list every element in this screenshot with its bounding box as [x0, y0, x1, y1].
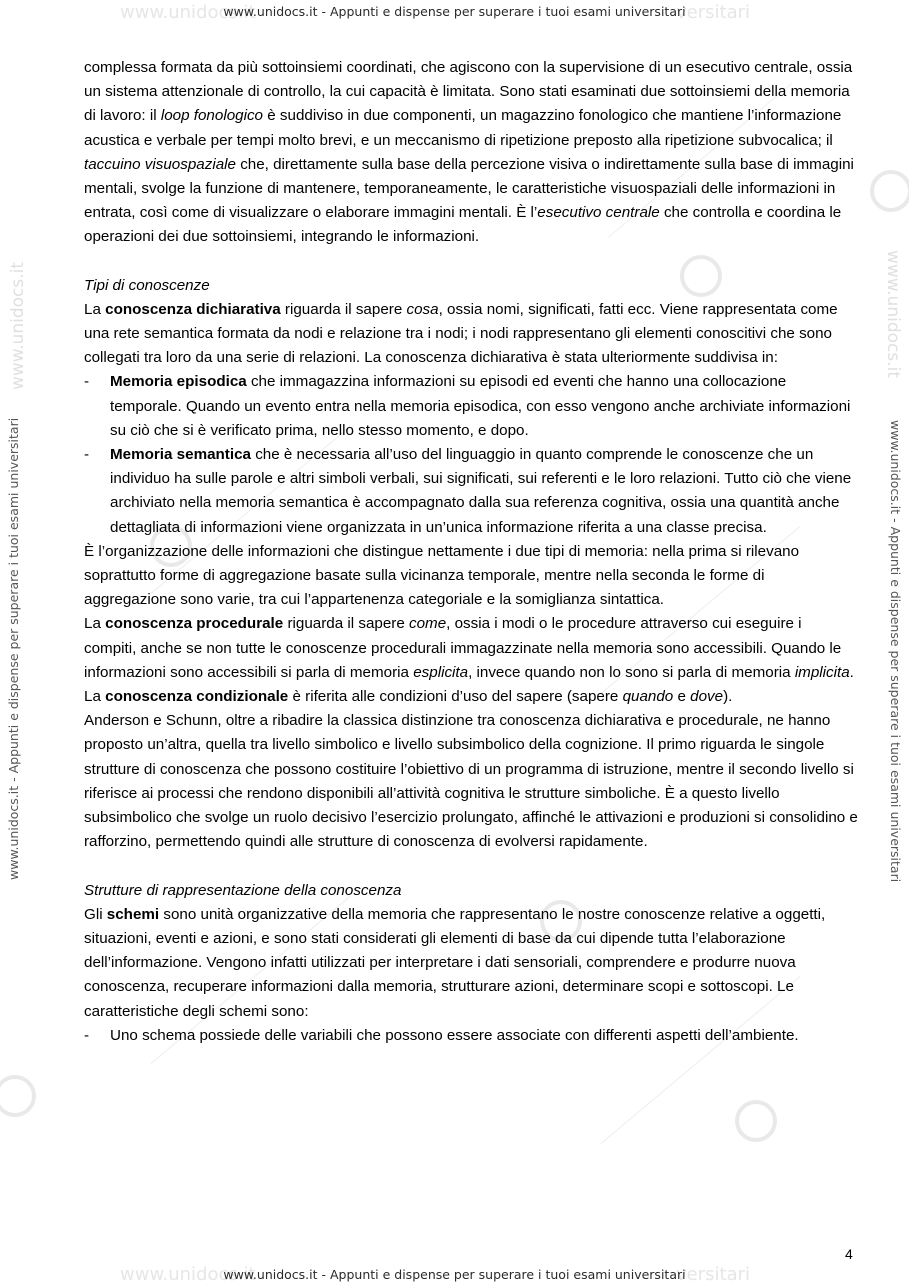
paragraph-organizzazione: È l’organizzazione delle informazioni che distingue nettamente i due tipi di memoria: nella prima si rilevano soprattutto forme di aggregazione basate sulla vicinanza temporale, mentre nella seconda le forme di aggregazione sono varie, tra cui l’appartenenza categoriale e la somiglianza sintattica. — [84, 542, 800, 609]
term-taccuino-visuospaziale: taccuino visuospaziale — [84, 155, 236, 173]
page-number: 4 — [845, 1246, 853, 1262]
term-conoscenza-condizionale: conoscenza condizionale — [105, 688, 289, 706]
paragraph-schemi: Gli schemi sono unità organizzative della memoria che rappresentano le nostre conoscenze relative a oggetti, situazioni, eventi e azioni, e sono stati considerati gli elementi di base da cui dipende tutta l’elaborazione dell’informazione. Vengono infatti utilizzati per interpretare i dati sensoriali, comprendere e produrre nuova conoscenza, recuperare informazioni dalla memoria, strutturare azioni, determinare scopi e sottoscopi. Le caratteristiche degli schemi sono: — [84, 905, 826, 1020]
paragraph-conoscenza-dichiarativa: La conoscenza dichiarativa riguarda il sapere cosa, ossia nomi, significati, fatti ecc. Viene rappresentata come una rete semantica formata da nodi e relazione tra i nodi; i nodi rappresentano gli elementi conoscitivi che sono collegati tra loro da una serie di relazioni. La conoscenza dichiarativa è stata ulteriormente suddivisa in: — [84, 300, 838, 367]
paragraph-working-memory: complessa formata da più sottoinsiemi coordinati, che agiscono con la supervisione di un esecutivo centrale, ossia un sistema attenzionale di controllo, la cui capacità è limitata. Sono stati esaminati due sottoinsiemi della memoria di lavoro: il loop fonologico è suddiviso in due componenti, un magazzino fonologico che mantiene l’informazione acustica e verbale per tempi molto brevi, e un meccanismo di ripetizione preposto alla ripetizione subvocalica; il taccuino visuospaziale che, direttamente sulla base della percezione visiva o indirettamente sulla base di immagini mentali, svolge la funzione di mantenere, temporaneamente, le caratteristiche visuospaziali delle informazioni in entrata, così come di visualizzare o elaborare immagini mentali. È l’esecutivo centrale che controlla e coordina le operazioni dei due sottoinsiemi, integrando le informazioni. — [84, 59, 854, 246]
list-dash: - — [84, 373, 90, 391]
watermark-logo-icon — [870, 170, 909, 212]
term-loop-fonologico: loop fonologico — [160, 107, 264, 125]
paragraph-anderson-schunn: Anderson e Schunn, oltre a ribadire la classica distinzione tra conoscenza dichiarativa e procedurale, ne hanno proposto un’altra, quella tra livello simbolico e livello subsimbolico della cognizione. Il primo riguarda le singole strutture di conoscenza che possono costituire l’obiettivo di un programma di istruzione, mentre il secondo livello si riferisce ai processi che rendono disponibili all’attività cognitiva le strutture simboliche. È a questo livello subsimbolico che svolge un ruolo decisivo l’esercizio prolungato, affinché le attivazioni e produzioni si consolidino e rafforzino, permettendo quindi alle strutture di conoscenza di evolversi rapidamente. — [84, 712, 858, 851]
watermark-logo-icon — [0, 1075, 36, 1117]
watermark-left-ghost: www.unidocs.it — [8, 261, 28, 390]
watermark-right-side: www.unidocs.it - Appunti e dispense per superare i tuoi esami universitari — [888, 420, 903, 883]
term-schemi: schemi — [106, 905, 160, 923]
term-conoscenza-dichiarativa: conoscenza dichiarativa — [105, 300, 281, 318]
list-dash: - — [84, 446, 90, 464]
watermark-logo-icon — [735, 1100, 777, 1142]
list-item-memoria-episodica: - Memoria episodica che immagazzina informazioni su episodi ed eventi che hanno una collocazione temporale. Quando un evento entra nella memoria episodica, con esso vengono anche archiviate informazioni su ciò che si è verificato prima, nello stesso momento, e dopo. — [84, 370, 858, 443]
section-title-tipi-di-conoscenze: Tipi di conoscenze — [84, 276, 210, 294]
watermark-ghost-left: www.unidocs.it — [120, 2, 256, 23]
term-memoria-semantica: Memoria semantica — [110, 446, 251, 464]
section-title-strutture-rappresentazione: Strutture di rappresentazione della conoscenza — [84, 881, 402, 899]
term-memoria-episodica: Memoria episodica — [110, 373, 247, 391]
document-body — [84, 56, 858, 1048]
list-item-memoria-semantica: - Memoria semantica che è necessaria all’uso del linguaggio in quanto comprende le conoscenze che un individuo ha sulle parole e altri simboli verbali, sui significati, sui referenti e le loro relazioni. Tutto ciò che viene archiviato nella memoria semantica è accompagnato dalla sua referenza cognitiva, ossia una quantità anche dettagliata di informazioni viene organizzata in un’unica informazione riferita a una classe precisa. — [84, 443, 858, 540]
paragraph-conoscenza-procedurale: La conoscenza procedurale riguarda il sapere come, ossia i modi o le procedure attraverso cui eseguire i compiti, anche se non tutte le conoscenze procedurali immagazzinate nella memoria sono accessibili. Quando le informazioni sono accessibili si parla di memoria esplicita, invece quando non lo sono si parla di memoria implicita. — [84, 615, 854, 681]
watermark-footer: www.unidocs.it - Appunti e dispense per superare i tuoi esami universitari — [223, 1267, 686, 1282]
watermark-ghost-left-bottom: www.unidocs.it — [120, 1264, 256, 1285]
watermark-right-ghost: www.unidocs.it — [883, 250, 903, 379]
term-esecutivo-centrale: esecutivo centrale — [537, 204, 660, 222]
watermark-left-side: www.unidocs.it - Appunti e dispense per superare i tuoi esami universitari — [6, 417, 21, 880]
list-item-schema-variabili: - Uno schema possiede delle variabili che possono essere associate con differenti aspetti dell’ambiente. — [84, 1024, 858, 1048]
paragraph-conoscenza-condizionale: La conoscenza condizionale è riferita alle condizioni d’uso del sapere (sapere quando e dove). — [84, 688, 733, 706]
watermark-ghost-right: versitari — [676, 2, 750, 23]
watermark-ghost-right-bottom: versitari — [676, 1264, 750, 1285]
watermark-header: www.unidocs.it - Appunti e dispense per superare i tuoi esami universitari — [223, 4, 686, 19]
list-dash: - — [84, 1026, 90, 1044]
term-conoscenza-procedurale: conoscenza procedurale — [105, 615, 284, 633]
